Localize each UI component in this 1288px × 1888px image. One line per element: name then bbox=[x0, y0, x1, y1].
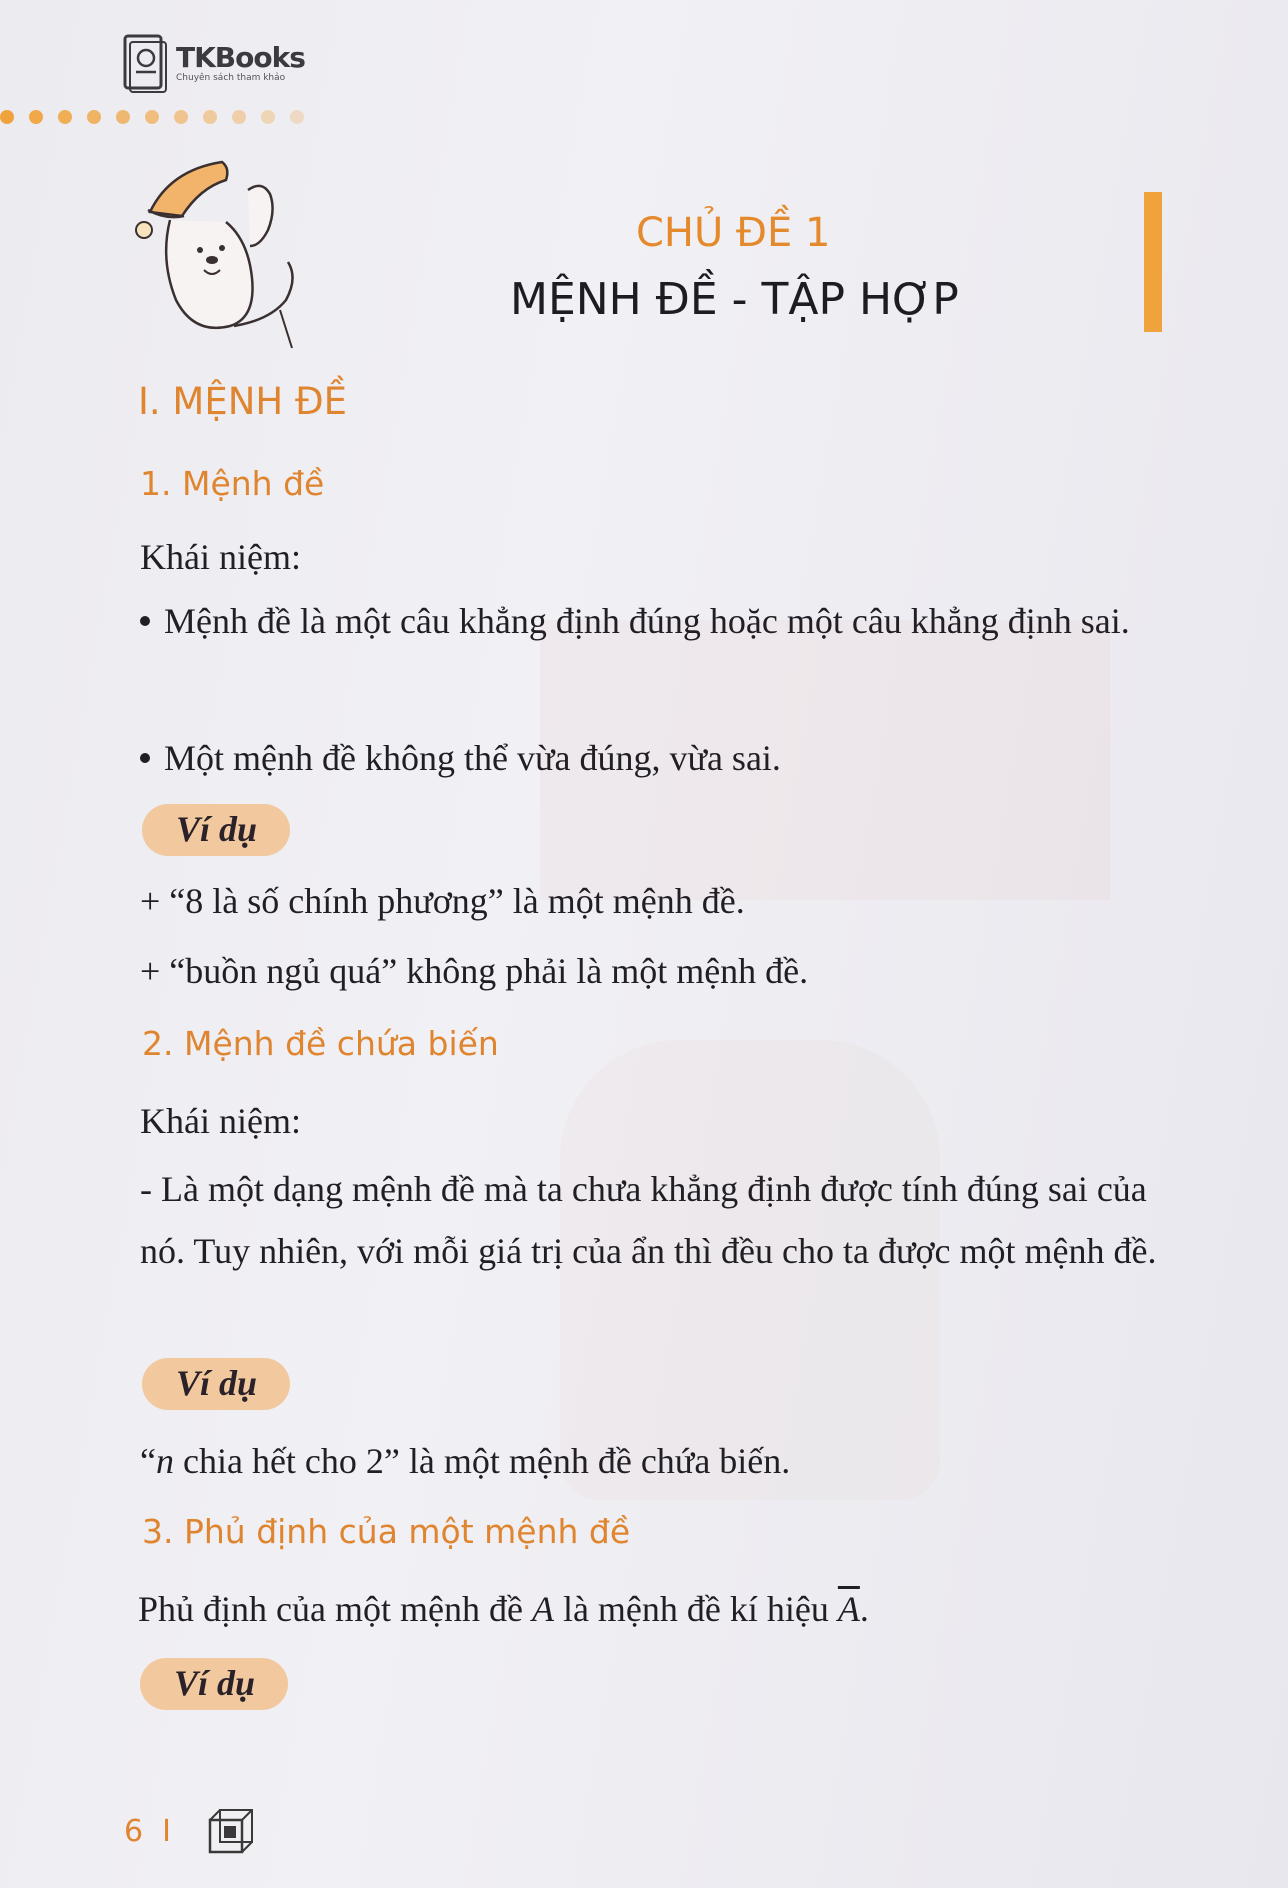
decor-dot bbox=[58, 110, 72, 124]
variable-a: A bbox=[531, 1589, 554, 1629]
concept-label-1: Khái niệm: bbox=[140, 537, 301, 577]
decor-dot bbox=[203, 110, 217, 124]
example-rest: chia hết cho 2” là một mệnh đề chứa biến. bbox=[173, 1441, 791, 1481]
example-badge-2 bbox=[142, 1358, 290, 1410]
decor-dot bbox=[290, 110, 304, 124]
logo-brand: TKBooks bbox=[176, 41, 305, 74]
publisher-logo bbox=[122, 32, 305, 94]
concept-label-2: Khái niệm: bbox=[140, 1101, 301, 1141]
example-badge-label: Ví dụ bbox=[176, 1363, 258, 1403]
decor-dot bbox=[116, 110, 130, 124]
bullet-icon bbox=[140, 753, 150, 763]
example-badge-3 bbox=[140, 1658, 288, 1710]
dot-decoration bbox=[0, 110, 304, 124]
negation-sentence bbox=[138, 1578, 869, 1640]
decor-dot bbox=[145, 110, 159, 124]
chapter-label: CHỦ ĐỀ 1 bbox=[636, 210, 831, 256]
book-logo-icon bbox=[122, 32, 168, 94]
page-number bbox=[124, 1814, 171, 1849]
subsection-heading-3: 3. Phủ định của một mệnh đề bbox=[142, 1512, 631, 1551]
variable-n: n bbox=[155, 1441, 174, 1481]
example-badge-label: Ví dụ bbox=[176, 809, 258, 849]
subsection-heading-2: 2. Mệnh đề chứa biến bbox=[142, 1024, 499, 1063]
bullet-icon bbox=[140, 616, 150, 626]
decor-dot bbox=[87, 110, 101, 124]
bullet-item-1 bbox=[140, 590, 1170, 652]
decor-dot bbox=[261, 110, 275, 124]
otter-mascot-illustration bbox=[130, 150, 320, 355]
chapter-title: MỆNH ĐỀ - TẬP HỢP bbox=[510, 274, 959, 325]
example-line-3 bbox=[140, 1430, 790, 1492]
example-badge-1 bbox=[142, 804, 290, 856]
negation-text-before: Phủ định của một mệnh đề bbox=[138, 1589, 532, 1629]
negation-text-mid: là mệnh đề kí hiệu bbox=[553, 1589, 838, 1629]
logo-tagline: Chuyên sách tham khảo bbox=[176, 73, 286, 83]
bullet-text-2: Một mệnh đề không thể vừa đúng, vừa sai. bbox=[164, 738, 781, 778]
decor-dot bbox=[0, 110, 14, 124]
section-heading: I. MỆNH ĐỀ bbox=[138, 380, 348, 423]
example-badge-label: Ví dụ bbox=[174, 1663, 256, 1703]
variable-a-bar: $\overline{A}$ bbox=[837, 1589, 860, 1629]
chapter-accent-bar bbox=[1144, 192, 1162, 332]
quote-open: “ bbox=[140, 1441, 156, 1481]
cube-icon bbox=[206, 1806, 256, 1861]
bullet-text-1: Mệnh đề là một câu khẳng định đúng hoặc một câu khẳng định sai. bbox=[164, 601, 1130, 641]
bullet-item-2 bbox=[140, 727, 781, 789]
example-line-2: + “buồn ngủ quá” không phải là một mệnh đề. bbox=[140, 951, 809, 991]
page-separator: I bbox=[162, 1814, 172, 1849]
example-line-1: + “8 là số chính phương” là một mệnh đề. bbox=[140, 881, 745, 921]
page-number-value: 6 bbox=[124, 1814, 144, 1849]
negation-text-end: . bbox=[859, 1589, 869, 1629]
decor-dot bbox=[29, 110, 43, 124]
definition-paragraph: - Là một dạng mệnh đề mà ta chưa khẳng định được tính đúng sai của nó. Tuy nhiên, với mỗi giá trị của ẩn thì đều cho ta được một mệnh đề. bbox=[140, 1169, 1157, 1271]
decor-dot bbox=[174, 110, 188, 124]
decor-dot bbox=[232, 110, 246, 124]
subsection-heading-1: 1. Mệnh đề bbox=[140, 464, 325, 503]
